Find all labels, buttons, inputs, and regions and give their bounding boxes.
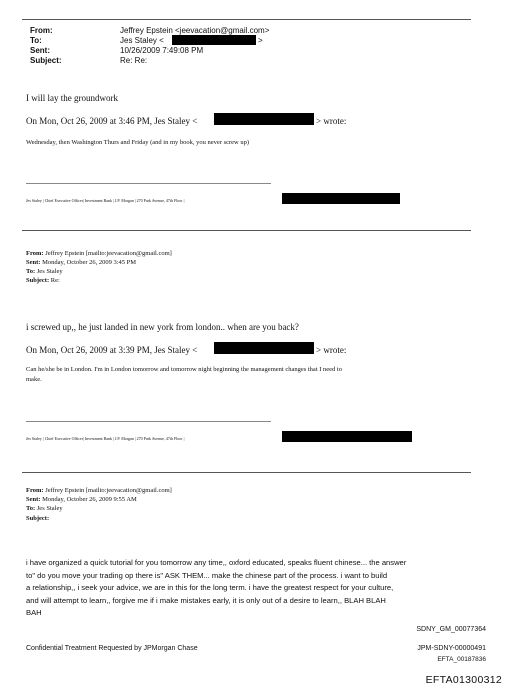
signature-line: Jes Staley | Chief Executive Officer| Investment Bank | J.P. Morgan | 270 Park Avenue, 47th Floor | (26, 198, 185, 203)
redaction-box (282, 431, 412, 442)
quote-line (26, 116, 197, 126)
redaction-box (214, 342, 314, 354)
forward-subject (26, 277, 60, 284)
message-line: a relationship,, i seek your advice, we are in this for the long term. i have the greatest respect for your culture, (26, 583, 394, 592)
forward-from (26, 250, 172, 257)
forward-sent-value: Monday, October 26, 2009 3:45 PM (42, 259, 137, 266)
message-line: and will attempt to learn,, forgive me if i make mistakes early, it is only out of a desire to learn,, BLAH BLAH (26, 595, 386, 605)
quote-prefix: On Mon, Oct 26, 2009 at 3:39 PM, Jes Staley < (26, 345, 198, 355)
forward-from-value: Jeffrey Epstein [mailto:jeevacation@gmail.com] (45, 250, 172, 257)
signature-rule (26, 183, 271, 184)
top-rule (22, 19, 471, 20)
quoted-text: Can he/she be in London. I'm in London tomorrow and tomorrow night beginning the management changes that I need to (26, 366, 342, 373)
quoted-text: Wednesday, then Washington Thurs and Friday (and in my book, you never screw up) (26, 139, 250, 146)
to-label: To: (30, 36, 42, 45)
forward-to-value: Jes Staley (36, 268, 63, 275)
sent-label: Sent: (30, 46, 50, 55)
bates-number: SDNY_GM_00077364 (416, 626, 486, 633)
quote-suffix: > wrote: (316, 345, 347, 355)
message-body (26, 557, 406, 620)
signature-rule (26, 421, 271, 422)
message-line: to" do you move your trading op there is" ASK THEM... make the chinese part of the process. i want to build (26, 570, 388, 580)
forward-to (26, 268, 63, 275)
separator-rule (22, 230, 471, 231)
to-value-suffix: > (258, 36, 263, 45)
forward-subject-value: Re: (50, 277, 60, 284)
forward-to-value: Jes Staley (36, 505, 63, 512)
message-body: I will lay the groundwork (26, 93, 118, 103)
bates-number: JPM-SDNY-00000491 (417, 645, 486, 652)
quote-suffix: > wrote: (316, 116, 347, 126)
forward-sent (26, 259, 136, 266)
message-body: i screwed up,, he just landed in new york from london.. when are you back? (26, 322, 299, 332)
forward-to (26, 505, 63, 512)
redaction-box (214, 113, 314, 125)
bates-number: EFTA_00187836 (437, 656, 486, 663)
redaction-box (282, 193, 400, 204)
forward-subject (26, 515, 49, 522)
quoted-text: make. (26, 376, 42, 383)
forward-sent-label: Sent: (26, 496, 41, 503)
confidential-notice: Confidential Treatment Requested by JPMorgan Chase (26, 645, 198, 652)
signature-line: Jes Staley | Chief Executive Officer| Investment Bank | J.P. Morgan | 270 Park Avenue, 47th Floor | (26, 436, 185, 441)
forward-sent (26, 496, 137, 503)
sent-value: 10/26/2009 7:49:08 PM (120, 46, 204, 55)
efta-stamp: EFTA01300312 (425, 674, 502, 686)
message-line: i have organized a quick tutorial for you tomorrow any time,, oxford educated, speaks fluent chinese... the answer (26, 558, 407, 567)
redaction-box (172, 35, 256, 45)
quote-prefix: On Mon, Oct 26, 2009 at 3:46 PM, Jes Staley < (26, 116, 198, 126)
to-value-prefix: Jes Staley < (120, 36, 164, 45)
from-value: Jeffrey Epstein <jeevacation@gmail.com> (120, 26, 270, 35)
separator-rule (22, 472, 471, 473)
forward-to-label: To: (26, 268, 36, 275)
forward-from (26, 487, 172, 494)
from-label: From: (30, 26, 53, 35)
forward-to-label: To: (26, 505, 36, 512)
forward-from-value: Jeffrey Epstein [mailto:jeevacation@gmail.com] (45, 487, 172, 494)
forward-sent-value: Monday, October 26, 2009 9:55 AM (42, 496, 137, 503)
message-line: BAH (26, 608, 42, 617)
forward-from-label: From: (26, 250, 44, 257)
forward-subject-label: Subject: (26, 515, 50, 522)
forward-from-label: From: (26, 487, 44, 494)
forward-subject-label: Subject: (26, 277, 50, 284)
subject-value: Re: Re: (120, 56, 148, 65)
subject-label: Subject: (30, 56, 62, 65)
forward-sent-label: Sent: (26, 259, 41, 266)
